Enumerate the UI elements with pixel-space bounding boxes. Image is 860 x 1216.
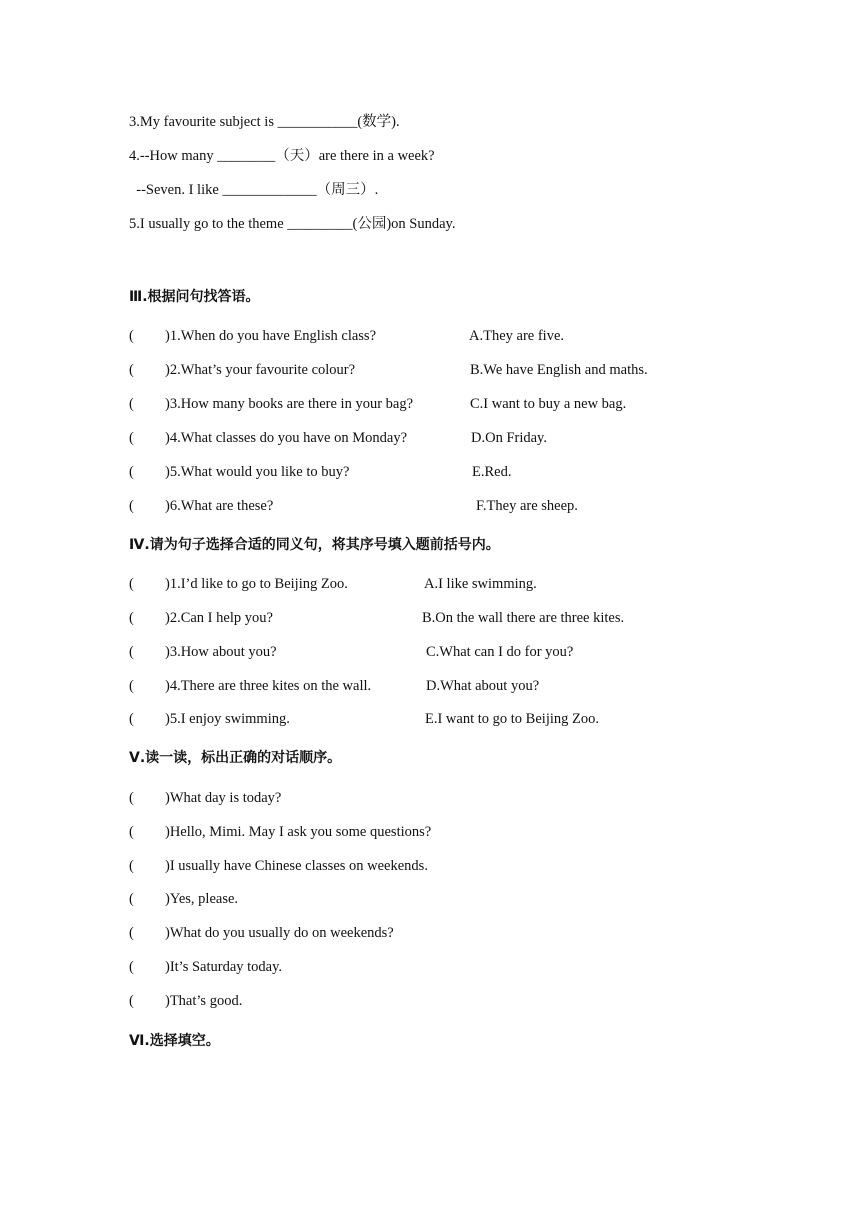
- question-text: )4.There are three kites on the wall.: [165, 678, 372, 694]
- dialogue-line: )What day is today?: [165, 790, 282, 806]
- fill-blank-item-5: 5.I usually go to the theme _________(公园)on Sunday.: [129, 216, 456, 232]
- answer-bracket: (: [129, 576, 134, 592]
- match-row: [129, 361, 769, 379]
- dialogue-line: )Hello, Mimi. May I ask you some questions?: [165, 824, 432, 840]
- dialogue-row: [129, 823, 769, 841]
- dialogue-row: [129, 890, 769, 908]
- answer-option: E.Red.: [472, 464, 512, 480]
- section-5-heading: Ⅴ.读一读，标出正确的对话顺序。: [129, 750, 342, 766]
- answer-bracket: (: [129, 464, 134, 480]
- section-6-heading: Ⅵ.选择填空。: [129, 1033, 220, 1049]
- match-row: [129, 497, 769, 515]
- dialogue-line: )What do you usually do on weekends?: [165, 925, 394, 941]
- dialogue-row: [129, 789, 769, 807]
- fill-blank-item-4: 4.--How many ________（天）are there in a week?: [129, 148, 435, 164]
- synonym-row: [129, 575, 769, 593]
- answer-option: B.On the wall there are three kites.: [422, 610, 625, 626]
- answer-option: B.We have English and maths.: [470, 362, 648, 378]
- fill-blank-item-3: 3.My favourite subject is ___________(数学).: [129, 114, 400, 130]
- match-row: [129, 395, 769, 413]
- question-text: )5.I enjoy swimming.: [165, 711, 290, 727]
- answer-option: D.What about you?: [426, 678, 540, 694]
- question-text: )6.What are these?: [165, 498, 274, 514]
- answer-bracket: (: [129, 711, 134, 727]
- match-row: [129, 429, 769, 447]
- section-3-heading: Ⅲ.根据问句找答语。: [129, 289, 260, 305]
- question-text: )3.How about you?: [165, 644, 277, 660]
- answer-bracket: (: [129, 396, 134, 412]
- answer-bracket: (: [129, 362, 134, 378]
- answer-bracket: (: [129, 644, 134, 660]
- dialogue-line: )Yes, please.: [165, 891, 239, 907]
- answer-bracket: (: [129, 891, 134, 907]
- dialogue-row: [129, 992, 769, 1010]
- answer-bracket: (: [129, 993, 134, 1009]
- question-text: )2.What’s your favourite colour?: [165, 362, 356, 378]
- match-row: [129, 463, 769, 481]
- answer-option: A.I like swimming.: [424, 576, 537, 592]
- dialogue-row: [129, 924, 769, 942]
- answer-option: F.They are sheep.: [476, 498, 578, 514]
- answer-bracket: (: [129, 959, 134, 975]
- answer-bracket: (: [129, 498, 134, 514]
- answer-bracket: (: [129, 610, 134, 626]
- section-4-heading: Ⅳ.请为句子选择合适的同义句，将其序号填入题前括号内。: [129, 537, 500, 553]
- answer-bracket: (: [129, 824, 134, 840]
- question-text: )5.What would you like to buy?: [165, 464, 350, 480]
- answer-option: A.They are five.: [469, 328, 565, 344]
- question-text: )3.How many books are there in your bag?: [165, 396, 414, 412]
- answer-bracket: (: [129, 328, 134, 344]
- dialogue-row: [129, 958, 769, 976]
- answer-option: D.On Friday.: [471, 430, 547, 446]
- dialogue-line: )I usually have Chinese classes on weekends.: [165, 858, 428, 874]
- dialogue-row: [129, 857, 769, 875]
- synonym-row: [129, 677, 769, 695]
- question-text: )2.Can I help you?: [165, 610, 273, 626]
- dialogue-line: )It’s Saturday today.: [165, 959, 283, 975]
- question-text: )4.What classes do you have on Monday?: [165, 430, 408, 446]
- answer-option: E.I want to go to Beijing Zoo.: [425, 711, 599, 727]
- question-text: )1.I’d like to go to Beijing Zoo.: [165, 576, 348, 592]
- answer-bracket: (: [129, 678, 134, 694]
- answer-bracket: (: [129, 430, 134, 446]
- question-text: )1.When do you have English class?: [165, 328, 377, 344]
- synonym-row: [129, 710, 769, 728]
- dialogue-line: )That’s good.: [165, 993, 243, 1009]
- synonym-row: [129, 609, 769, 627]
- match-row: [129, 327, 769, 345]
- fill-blank-item-4-reply: --Seven. I like _____________（周三）.: [129, 182, 379, 198]
- synonym-row: [129, 643, 769, 661]
- answer-bracket: (: [129, 790, 134, 806]
- answer-bracket: (: [129, 925, 134, 941]
- answer-option: C.I want to buy a new bag.: [470, 396, 627, 412]
- answer-option: C.What can I do for you?: [426, 644, 574, 660]
- answer-bracket: (: [129, 858, 134, 874]
